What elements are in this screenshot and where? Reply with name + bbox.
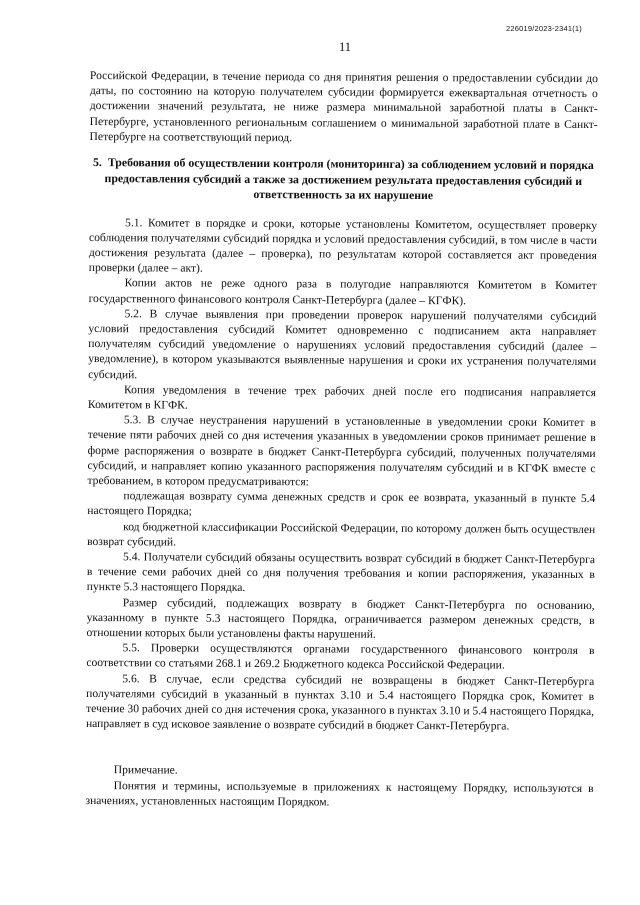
page-number: 11	[338, 40, 352, 54]
paragraph-acts-copies: Копии актов не реже одного раза в полугодие направляются Комитетом в Комитет государственного финансового контроля Санкт-Петербурга (далее – КГФК).	[88, 276, 597, 307]
paragraph-5-1: 5.1. Комитет в порядке и сроки, которые установлены Комитетом, осуществляет проверку соблюдения получателями субсидий порядка и условий предоставления субсидий, в том числе в части достижения результата (далее – проверка), по результатам которой составляется акт проведения проверки (далее – акт).	[88, 215, 598, 275]
note-title: Примечание.	[113, 763, 178, 777]
paragraph-5-2: 5.2. В случае выявления при проведении проверок нарушений получателями субсидий условий предоставления субсидий Комитет одновременно с подписанием акта направляет получателям субсидий уведомление о нарушениях условий предоставления субсидий (далее – уведомление), в котором указываются выявленные нарушения и сроки их устранения получателями субсидий.	[88, 306, 597, 381]
intro-paragraph: Российской Федерации, в течение периода со дня принятия решения о предоставлении субсидии до даты, по состоянию на которую получателем субсидии формируется ежеквартальная отчетность о достижении значений результата, не ниже размера минимальной заработной платы в Санкт-Петербурге, установленного региональным соглашением о минимальной заработной плате в Санкт-Петербурге на соответствующий период.	[89, 68, 598, 145]
section-number: 5.	[92, 155, 102, 170]
paragraph-5-5: 5.5. Проверки осуществляются органами государственного финансового контроля в соответствии со статьями 268.1 и 269.2 Бюджетного кодекса Российской Федерации.	[86, 641, 595, 672]
paragraph-notice-copy: Копия уведомления в течение трех рабочих дней после его подписания направляется Комитетом в КГФК.	[87, 382, 597, 412]
paragraph-5-6: 5.6. В случае, если средства субсидий не возвращены в бюджет Санкт-Петербурга получателями субсидий в указанный в пунктах 3.10 и 5.4 настоящего Порядка срок, Комитет в течение 30 рабочих дней со дня истечения срока, указанного в пунктах 3.10 и 5.4 настоящего Порядка, направляет в суд исковое заявление о возврате субсидий в бюджет Санкт-Петербурга.	[85, 671, 595, 733]
paragraph-5-3: 5.3. В случае неустранения нарушений в установленные в уведомлении сроки Комитет в течение пяти рабочих дней со дня истечения указанных в уведомлении сроков принимает решение в форме распоряжения о возврате в бюджет Санкт-Петербурга субсидий, полученных получателями субсидий, и направляет копию указанного распоряжения получателям субсидий и в КГФК вместе с требованием, в котором предусматриваются:	[87, 413, 596, 489]
note-text: Понятия и термины, используемые в приложениях к настоящему Порядку, используются в значениях, установленных настоящим Порядком.	[85, 778, 594, 809]
paragraph-5-4: 5.4. Получатели субсидий обязаны осуществить возврат субсидий в бюджет Санкт-Петербурга в течение семи рабочих дней со дня получения требования и копии распоряжения, указанных в пункте 5.3 настоящего Порядка.	[86, 550, 596, 595]
document-id: 226019/2023-2341(1)	[506, 24, 582, 33]
paragraph-return-size: Размер субсидий, подлежащих возврату в бюджет Санкт-Петербурга по основанию, указанному в пункте 5.3 настоящего Порядка, ограничивается размером денежных средств, в отношении которых были установлены факты нарушений.	[86, 595, 595, 641]
paragraph-return-amount: подлежащая возврату сумма денежных средств и срок ее возврата, указанный в пункте 5.4 настоящего Порядка;	[87, 489, 596, 519]
page-content	[85, 68, 598, 811]
paragraph-budget-code: код бюджетной классификации Российской Федерации, по которому должен быть осуществлен возврат субсидий.	[87, 519, 596, 549]
section-title: Требования об осуществлении контроля (мониторинга) за соблюдением условий и порядка предоставления субсидий а также за достижением результата предоставления субсидий и ответственность за их нарушение	[104, 155, 594, 203]
section-heading	[89, 155, 597, 205]
